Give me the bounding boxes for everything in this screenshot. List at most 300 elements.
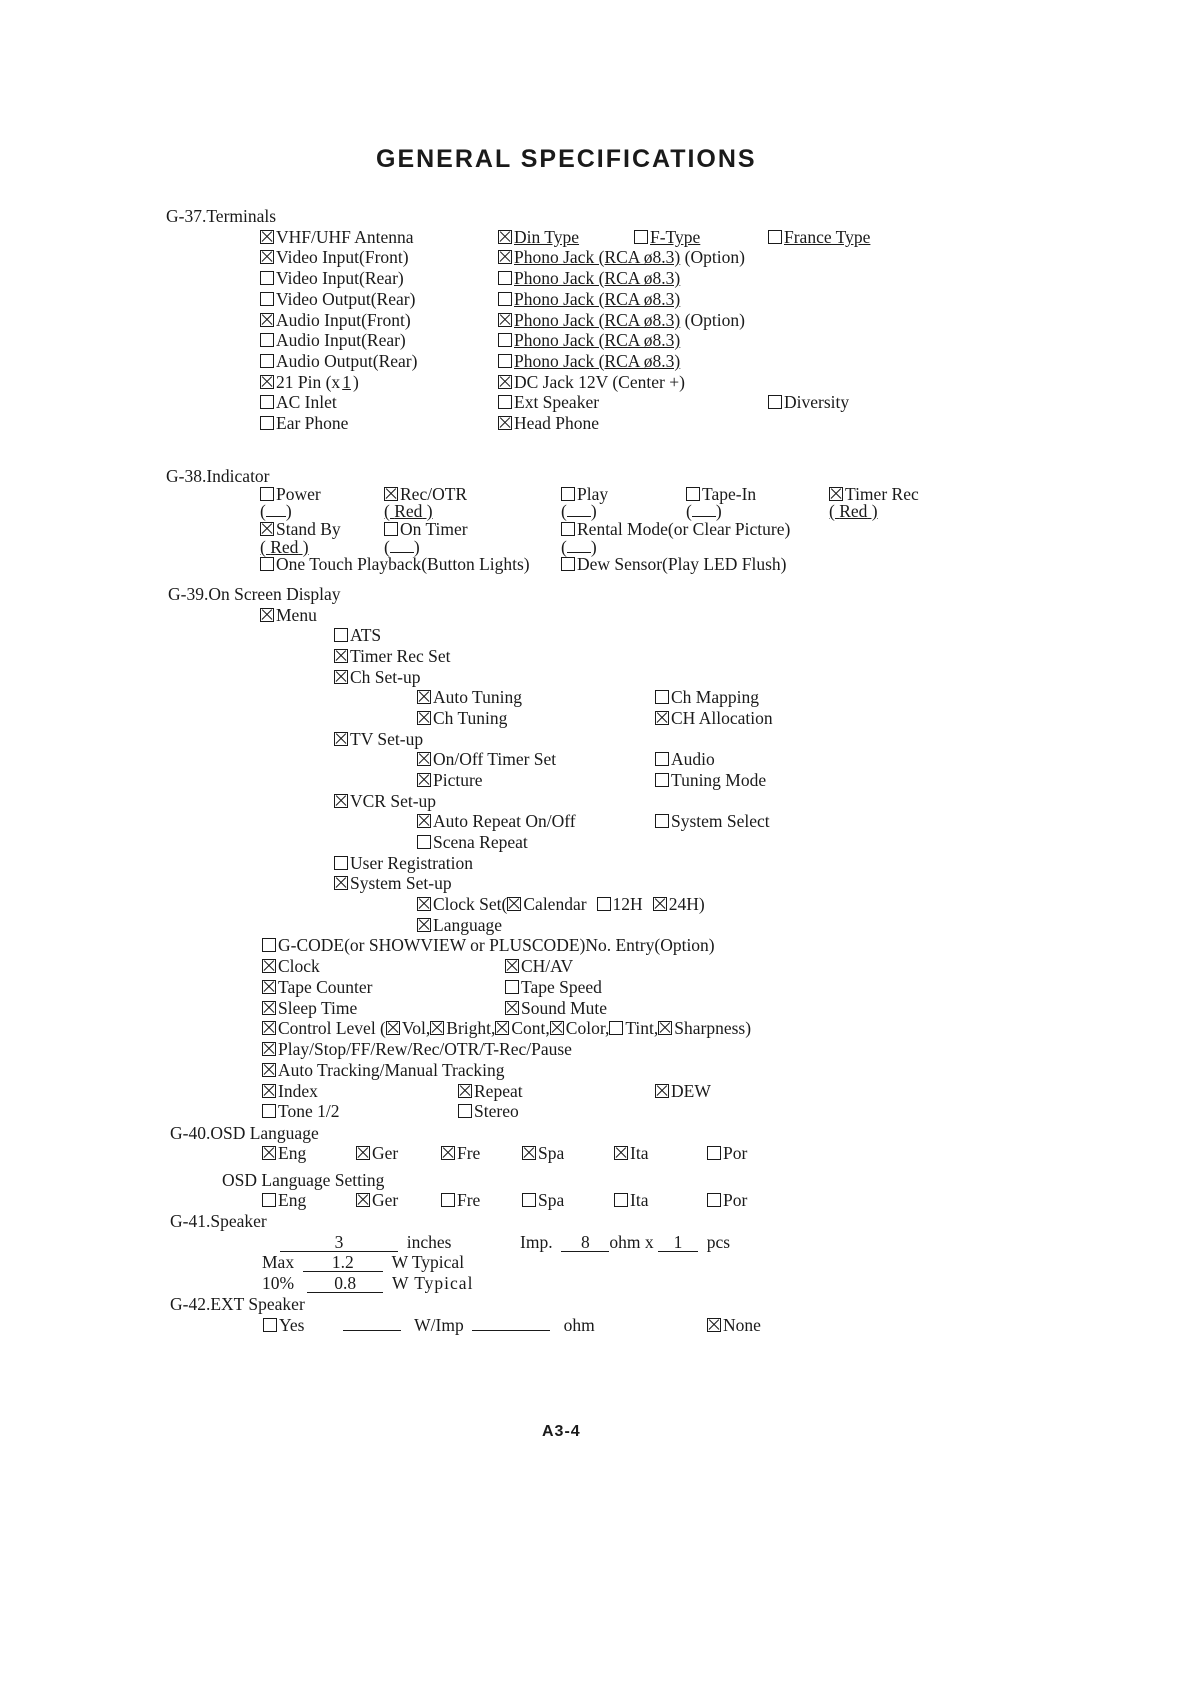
terminal-item[interactable] <box>260 247 409 267</box>
checkbox-empty-icon <box>655 752 669 766</box>
checkbox-checked-icon <box>829 487 843 501</box>
section-heading-speaker: G-41.Speaker <box>170 1211 267 1231</box>
checkbox-checked-icon <box>417 897 431 911</box>
p10-label: 10% <box>262 1273 295 1293</box>
osd-ch-mapping[interactable] <box>655 687 759 707</box>
type-label: Phono Jack (RCA ø8.3) <box>514 330 681 350</box>
language-setting-option[interactable] <box>441 1190 480 1210</box>
type-label: Diversity <box>784 392 850 412</box>
language-label: Ger <box>372 1190 399 1210</box>
type-option[interactable] <box>498 351 680 371</box>
checkbox-checked-icon <box>260 250 274 264</box>
checkbox-empty-icon <box>260 557 274 571</box>
type-label: Din Type <box>514 227 580 247</box>
osd-language[interactable] <box>417 915 502 935</box>
osd-ch-setup[interactable] <box>334 667 421 687</box>
indicator-color-value: Red <box>270 537 299 557</box>
checkbox-checked-icon <box>262 1021 276 1035</box>
checkbox-empty-icon <box>498 354 512 368</box>
osd-clock[interactable] <box>262 956 320 976</box>
pin-count: 1 <box>342 372 351 392</box>
checkbox-checked-icon <box>262 1084 276 1098</box>
osd-label: Ch Tuning <box>433 708 508 728</box>
checkbox-empty-icon <box>441 1193 455 1207</box>
checkbox-empty-icon <box>417 835 431 849</box>
osd-label: Index <box>278 1081 318 1101</box>
type-option[interactable] <box>498 372 685 392</box>
checkbox-checked-icon <box>458 1084 472 1098</box>
checkbox-empty-icon <box>686 487 700 501</box>
language-label: Por <box>723 1190 748 1210</box>
w-imp-label: W/Imp <box>414 1315 464 1335</box>
checkbox-checked-icon <box>260 608 274 622</box>
pcs-unit: pcs <box>706 1232 731 1252</box>
ext-speaker-watt-row <box>343 1315 595 1335</box>
indicator-label: Rental Mode(or Clear Picture) <box>577 519 791 539</box>
ext-speaker-watt-blank <box>343 1330 401 1331</box>
section-heading-osd-language: G-40.OSD Language <box>170 1123 319 1143</box>
osd-menu[interactable] <box>260 605 317 625</box>
speaker-10pct-row <box>262 1273 473 1293</box>
terminal-label: Audio Input(Front) <box>276 310 411 330</box>
indicator-color-value <box>567 552 591 553</box>
checkbox-empty-icon <box>655 814 669 828</box>
page-title: GENERAL SPECIFICATIONS <box>376 145 757 173</box>
osd-label: Menu <box>276 605 317 625</box>
typical-label: W Typical <box>391 1273 474 1293</box>
checkbox-checked-icon <box>417 773 431 787</box>
osd-auto-tuning[interactable] <box>417 687 522 707</box>
indicator-dew[interactable] <box>561 554 787 574</box>
osd-tone[interactable] <box>262 1101 339 1121</box>
osd-label: Repeat <box>474 1081 523 1101</box>
checkbox-empty-icon <box>655 690 669 704</box>
checkbox-checked-icon <box>655 1084 669 1098</box>
osd-audio[interactable] <box>655 749 715 769</box>
checkbox-checked-icon <box>498 250 512 264</box>
checkbox-empty-icon <box>334 628 348 642</box>
osd-label: TV Set-up <box>350 729 424 749</box>
pcs-value: 1 <box>658 1233 698 1252</box>
language-setting-option[interactable] <box>356 1190 398 1210</box>
osd-label: Tint, <box>625 1018 659 1038</box>
checkbox-checked-icon <box>498 313 512 327</box>
checkbox-empty-icon <box>498 271 512 285</box>
checkbox-checked-icon <box>417 711 431 725</box>
language-option[interactable] <box>262 1143 306 1163</box>
osd-dew[interactable] <box>655 1081 711 1101</box>
indicator-label: Timer Rec <box>845 484 919 504</box>
terminal-item[interactable] <box>260 227 414 247</box>
osd-label: Clock Set( <box>433 894 508 914</box>
checkbox-empty-icon <box>614 1193 628 1207</box>
imp-value: 8 <box>561 1233 609 1252</box>
indicator-label: Dew Sensor(Play LED Flush) <box>577 554 787 574</box>
indicator-color: ( Red ) <box>829 501 878 521</box>
type-option[interactable] <box>498 330 680 350</box>
checkbox-empty-icon <box>260 271 274 285</box>
type-option[interactable] <box>498 268 680 288</box>
indicator-label: On Timer <box>400 519 468 539</box>
checkbox-checked-icon <box>614 1146 628 1160</box>
terminal-item[interactable] <box>260 372 359 392</box>
checkbox-checked-icon <box>356 1193 370 1207</box>
indicator-color: ( ) <box>561 537 597 557</box>
terminal-item[interactable] <box>260 392 337 412</box>
checkbox-checked-icon <box>262 1146 276 1160</box>
type-label: Phono Jack (RCA ø8.3) <box>514 289 681 309</box>
ext-speaker-yes[interactable] <box>263 1315 304 1335</box>
checkbox-checked-icon <box>498 416 512 430</box>
osd-label: Tuning Mode <box>671 770 767 790</box>
language-setting-option[interactable] <box>614 1190 648 1210</box>
checkbox-checked-icon <box>655 711 669 725</box>
checkbox-checked-icon <box>334 794 348 808</box>
osd-label: Bright, <box>446 1018 496 1038</box>
osd-label: 24H) <box>668 894 705 914</box>
checkbox-checked-icon <box>495 1021 509 1035</box>
osd-label: Auto Tracking/Manual Tracking <box>278 1060 505 1080</box>
checkbox-empty-icon <box>498 333 512 347</box>
checkbox-checked-icon <box>658 1021 672 1035</box>
indicator-color-value <box>266 516 286 517</box>
osd-label: Auto Tuning <box>433 687 522 707</box>
osd-label: Play/Stop/FF/Rew/Rec/OTR/T-Rec/Pause <box>278 1039 572 1059</box>
section-heading-terminals: G-37.Terminals <box>166 206 277 226</box>
osd-label: Sharpness) <box>674 1018 752 1038</box>
osd-label: Tone 1/2 <box>278 1101 340 1121</box>
section-heading-indicator: G-38.Indicator <box>166 466 270 486</box>
terminal-label: 21 Pin (x <box>276 372 341 392</box>
osd-ats[interactable] <box>334 625 381 645</box>
osd-label: Clock <box>278 956 320 976</box>
osd-label: Picture <box>433 770 483 790</box>
checkbox-empty-icon <box>262 1193 276 1207</box>
osd-label: Color, <box>565 1018 610 1038</box>
terminal-label: AC Inlet <box>276 392 337 412</box>
type-option[interactable] <box>498 310 745 330</box>
ext-speaker-label: None <box>723 1315 761 1335</box>
indicator-color: ( ) <box>260 501 292 521</box>
checkbox-empty-icon <box>561 487 575 501</box>
osd-index[interactable] <box>262 1081 318 1101</box>
indicator-label: One Touch Playback(Button Lights) <box>276 554 530 574</box>
language-option[interactable] <box>441 1143 480 1163</box>
checkbox-checked-icon <box>417 918 431 932</box>
indicator-label: Stand By <box>276 519 341 539</box>
osd-label: System Select <box>671 811 770 831</box>
checkbox-checked-icon <box>262 1063 276 1077</box>
checkbox-empty-icon <box>334 856 348 870</box>
checkbox-empty-icon <box>260 333 274 347</box>
osd-label: Cont, <box>511 1018 550 1038</box>
indicator-color-value: Red <box>839 501 868 521</box>
checkbox-empty-icon <box>505 980 519 994</box>
type-option[interactable] <box>498 413 599 433</box>
type-option[interactable] <box>498 247 745 267</box>
checkbox-checked-icon <box>260 522 274 536</box>
checkbox-checked-icon <box>260 313 274 327</box>
osd-label: Sound Mute <box>521 998 608 1018</box>
osd-label: CH Allocation <box>671 708 773 728</box>
indicator-color-value <box>567 516 591 517</box>
osd-label: Stereo <box>474 1101 519 1121</box>
language-setting-option[interactable] <box>262 1190 306 1210</box>
osd-picture[interactable] <box>417 770 483 790</box>
type-label: Ext Speaker <box>514 392 600 412</box>
checkbox-checked-icon <box>384 487 398 501</box>
language-label: Ger <box>372 1143 399 1163</box>
checkbox-checked-icon <box>498 230 512 244</box>
type-label: Phono Jack (RCA ø8.3) <box>514 268 681 288</box>
option-note: (Option) <box>684 310 745 330</box>
checkbox-checked-icon <box>262 980 276 994</box>
checkbox-empty-icon <box>260 354 274 368</box>
osd-tape-counter[interactable] <box>262 977 373 997</box>
osd-sleep-time[interactable] <box>262 998 357 1018</box>
speaker-size-unit: inches <box>406 1232 452 1252</box>
indicator-color: ( Red ) <box>260 537 309 557</box>
checkbox-checked-icon <box>262 1001 276 1015</box>
osd-label: CH/AV <box>521 956 574 976</box>
indicator-color-value <box>692 516 716 517</box>
checkbox-empty-icon <box>634 230 648 244</box>
checkbox-checked-icon <box>260 230 274 244</box>
osd-label: Scena Repeat <box>433 832 528 852</box>
ext-speaker-none[interactable] <box>707 1315 761 1335</box>
osd-onoff-timer[interactable] <box>417 749 556 769</box>
osd-timer-rec-set[interactable] <box>334 646 450 666</box>
p10-watt-value: 0.8 <box>307 1274 383 1293</box>
osd-stereo[interactable] <box>458 1101 519 1121</box>
indicator-color: ( ) <box>561 501 597 521</box>
max-watt-value: 1.2 <box>303 1253 383 1272</box>
terminal-item[interactable] <box>260 413 348 433</box>
osd-auto-repeat[interactable] <box>417 811 576 831</box>
osd-scena-repeat[interactable] <box>417 832 528 852</box>
checkbox-checked-icon <box>430 1021 444 1035</box>
checkbox-empty-icon <box>384 522 398 536</box>
checkbox-empty-icon <box>260 395 274 409</box>
checkbox-checked-icon <box>262 1042 276 1056</box>
checkbox-empty-icon <box>260 487 274 501</box>
type-label: Head Phone <box>514 413 600 433</box>
language-setting-option[interactable] <box>707 1190 747 1210</box>
indicator-color-value <box>390 552 414 553</box>
section-heading-osd: G-39.On Screen Display <box>168 584 341 604</box>
type-label: DC Jack 12V (Center +) <box>514 372 685 392</box>
checkbox-checked-icon <box>498 375 512 389</box>
checkbox-checked-icon <box>260 375 274 389</box>
terminal-item[interactable] <box>260 268 404 288</box>
checkbox-checked-icon <box>505 959 519 973</box>
checkbox-checked-icon <box>417 814 431 828</box>
checkbox-empty-icon <box>609 1021 623 1035</box>
language-setting-option[interactable] <box>522 1190 564 1210</box>
speaker-max-row <box>262 1252 464 1272</box>
osd-user-registration[interactable] <box>334 853 473 873</box>
type-option[interactable] <box>768 227 870 247</box>
osd-system-setup[interactable] <box>334 873 452 893</box>
checkbox-empty-icon <box>498 395 512 409</box>
checkbox-empty-icon <box>561 557 575 571</box>
type-label: Phono Jack (RCA ø8.3) <box>514 310 681 330</box>
speaker-imp-row <box>520 1232 730 1252</box>
language-label: Ita <box>630 1143 649 1163</box>
checkbox-checked-icon <box>707 1318 721 1332</box>
language-option[interactable] <box>707 1143 747 1163</box>
terminal-item[interactable] <box>260 330 406 350</box>
language-label: Eng <box>278 1143 307 1163</box>
osd-label: User Registration <box>350 853 473 873</box>
osd-label: Tape Speed <box>521 977 602 997</box>
checkbox-checked-icon <box>522 1146 536 1160</box>
osd-control-level[interactable] <box>262 1018 751 1038</box>
language-label: Eng <box>278 1190 307 1210</box>
imp-unit: ohm x <box>609 1232 654 1252</box>
checkbox-empty-icon <box>768 230 782 244</box>
type-label: Phono Jack (RCA ø8.3) <box>514 247 681 267</box>
osd-label: Audio <box>671 749 715 769</box>
indicator-color: ( Red ) <box>384 501 433 521</box>
type-label: Phono Jack (RCA ø8.3) <box>514 351 681 371</box>
osd-play-stop[interactable] <box>262 1039 572 1059</box>
osd-ch-allocation[interactable] <box>655 708 773 728</box>
terminal-item[interactable] <box>260 351 417 371</box>
checkbox-empty-icon <box>262 938 276 952</box>
language-label: Ita <box>630 1190 649 1210</box>
type-option[interactable] <box>768 392 849 412</box>
language-option[interactable] <box>614 1143 648 1163</box>
language-label: Spa <box>538 1190 565 1210</box>
osd-label: Ch Set-up <box>350 667 421 687</box>
type-label: France Type <box>784 227 871 247</box>
indicator-rental[interactable] <box>561 519 790 539</box>
language-label: Por <box>723 1143 748 1163</box>
osd-sound-mute[interactable] <box>505 998 607 1018</box>
indicator-one-touch[interactable] <box>260 554 530 574</box>
indicator-label: Play <box>577 484 609 504</box>
checkbox-empty-icon <box>498 292 512 306</box>
osd-label: ATS <box>350 625 382 645</box>
osd-auto-tracking[interactable] <box>262 1060 505 1080</box>
terminal-label: Audio Output(Rear) <box>276 351 418 371</box>
osd-vcr-setup[interactable] <box>334 791 436 811</box>
osd-label: DEW <box>671 1081 711 1101</box>
checkbox-checked-icon <box>334 670 348 684</box>
osd-repeat[interactable] <box>458 1081 523 1101</box>
indicator-on-timer[interactable] <box>384 519 468 539</box>
osd-tuning-mode[interactable] <box>655 770 766 790</box>
page-number: A3-4 <box>542 1423 581 1440</box>
imp-label: Imp. <box>520 1232 553 1252</box>
checkbox-empty-icon <box>260 416 274 430</box>
terminal-label: Video Output(Rear) <box>276 289 416 309</box>
osd-label: Vol, <box>401 1018 431 1038</box>
indicator-color: ( ) <box>384 537 420 557</box>
osd-label: Auto Repeat On/Off <box>433 811 576 831</box>
language-label: Fre <box>457 1190 481 1210</box>
language-label: Spa <box>538 1143 565 1163</box>
checkbox-checked-icon <box>356 1146 370 1160</box>
checkbox-checked-icon <box>334 649 348 663</box>
osd-language-setting-heading: OSD Language Setting <box>222 1170 385 1190</box>
checkbox-checked-icon <box>417 690 431 704</box>
osd-system-select[interactable] <box>655 811 770 831</box>
indicator-color: ( ) <box>686 501 722 521</box>
osd-label: G-CODE(or SHOWVIEW or PLUSCODE)No. Entry(Option) <box>278 935 715 955</box>
checkbox-empty-icon <box>262 1104 276 1118</box>
ext-speaker-label: Yes <box>279 1315 305 1335</box>
indicator-label: Tape-In <box>702 484 757 504</box>
osd-label: Ch Mapping <box>671 687 759 707</box>
terminal-label: Video Input(Rear) <box>276 268 404 288</box>
pin-count-close: ) <box>352 372 359 392</box>
checkbox-empty-icon <box>707 1146 721 1160</box>
checkbox-empty-icon <box>260 292 274 306</box>
checkbox-checked-icon <box>417 752 431 766</box>
checkbox-empty-icon <box>561 522 575 536</box>
osd-ch-tuning[interactable] <box>417 708 507 728</box>
terminal-label: Ear Phone <box>276 413 349 433</box>
checkbox-checked-icon <box>334 732 348 746</box>
osd-clock-set[interactable] <box>417 894 705 914</box>
osd-label: On/Off Timer Set <box>433 749 557 769</box>
terminal-label: VHF/UHF Antenna <box>276 227 414 247</box>
osd-tv-setup[interactable] <box>334 729 423 749</box>
indicator-label: Rec/OTR <box>400 484 468 504</box>
osd-chav[interactable] <box>505 956 573 976</box>
terminal-label: Audio Input(Rear) <box>276 330 406 350</box>
language-label: Fre <box>457 1143 481 1163</box>
osd-label: Calendar <box>523 894 587 914</box>
osd-label: 12H <box>612 894 643 914</box>
osd-label: Control Level ( <box>278 1018 386 1038</box>
indicator-color-value: Red <box>394 501 423 521</box>
osd-label: VCR Set-up <box>350 791 437 811</box>
checkbox-checked-icon <box>507 897 521 911</box>
checkbox-checked-icon <box>505 1001 519 1015</box>
language-option[interactable] <box>522 1143 564 1163</box>
osd-label: Language <box>433 915 502 935</box>
typical-label: W Typical <box>391 1252 465 1272</box>
terminal-item[interactable] <box>260 289 415 309</box>
checkbox-empty-icon <box>707 1193 721 1207</box>
indicator-stand-by[interactable] <box>260 519 341 539</box>
type-option[interactable] <box>498 392 599 412</box>
type-label: F-Type <box>650 227 701 247</box>
max-label: Max <box>262 1252 295 1272</box>
section-heading-ext-speaker: G-42.EXT Speaker <box>170 1294 305 1314</box>
terminal-label: Video Input(Front) <box>276 247 409 267</box>
ohm-label: ohm <box>563 1315 595 1335</box>
osd-label: Sleep Time <box>278 998 358 1018</box>
type-option[interactable] <box>498 289 680 309</box>
type-option[interactable] <box>498 227 613 247</box>
terminal-item[interactable] <box>260 310 411 330</box>
osd-label: Tape Counter <box>278 977 373 997</box>
osd-gcode[interactable] <box>262 935 715 955</box>
checkbox-checked-icon <box>441 1146 455 1160</box>
checkbox-empty-icon <box>768 395 782 409</box>
osd-tape-speed[interactable] <box>505 977 602 997</box>
checkbox-checked-icon <box>386 1021 400 1035</box>
language-option[interactable] <box>356 1143 398 1163</box>
checkbox-empty-icon <box>263 1318 277 1332</box>
checkbox-checked-icon <box>653 897 667 911</box>
checkbox-checked-icon <box>262 959 276 973</box>
type-option[interactable] <box>634 227 758 247</box>
